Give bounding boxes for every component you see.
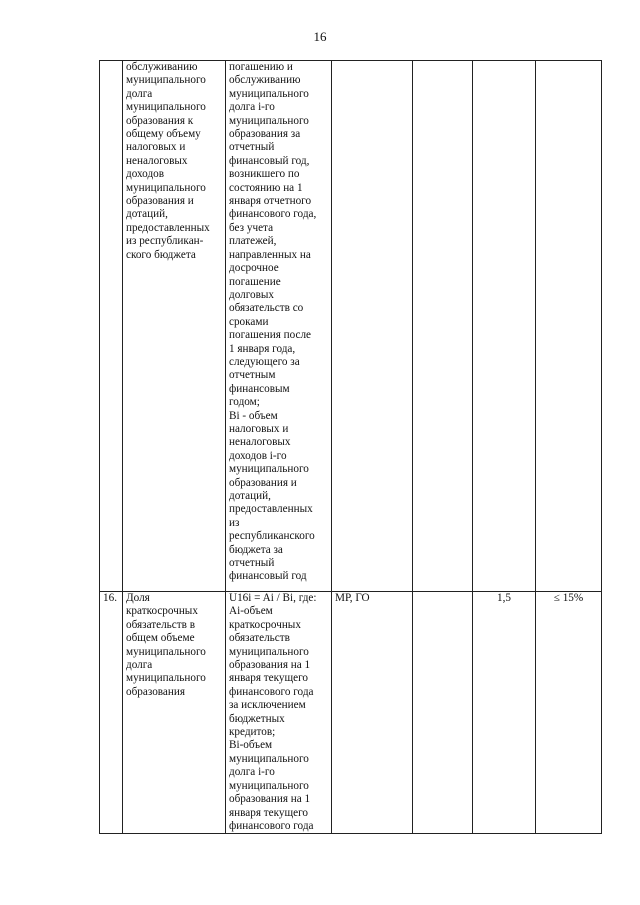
cell-indicator-name xyxy=(123,61,226,592)
text-line: января текущего xyxy=(229,806,308,819)
text-line: муниципального xyxy=(229,645,309,658)
cell-level: МР, ГО xyxy=(332,592,413,834)
text-line: налоговых и xyxy=(229,422,289,435)
cell-value xyxy=(536,61,602,592)
cell-formula xyxy=(226,592,332,834)
text-line: бюджета за xyxy=(229,543,283,556)
text-line: образования на 1 xyxy=(229,793,311,806)
text-line: долга i-го xyxy=(229,101,275,114)
text-line: досрочное xyxy=(229,262,279,275)
text-line: U16i = Ai / Bi, где: xyxy=(229,592,317,604)
text-line: муниципального xyxy=(229,114,309,127)
text-line: отчетный xyxy=(229,557,275,570)
cell-weight xyxy=(473,61,536,592)
table-row-16 xyxy=(100,592,602,834)
text-line: долга i-го xyxy=(229,766,275,779)
text-line: образования к xyxy=(126,114,194,127)
text-line: без учета xyxy=(229,221,274,234)
text-line: образования за xyxy=(229,128,301,141)
text-line: долга xyxy=(126,87,153,100)
text-line: финансового года xyxy=(229,819,314,832)
text-line: сроками xyxy=(229,315,269,328)
table-row-continued xyxy=(100,61,602,592)
text-line: общем объеме xyxy=(126,632,195,645)
text-line: муниципального xyxy=(229,779,309,792)
text-line: долговых xyxy=(229,288,275,301)
text-line: обслуживанию xyxy=(229,74,301,87)
indicator-table xyxy=(99,60,602,834)
text-line: доходов i-го xyxy=(229,449,287,462)
text-line: годом; xyxy=(229,396,260,409)
text-line: образования и xyxy=(229,476,297,489)
text-line: платежей, xyxy=(229,235,277,248)
text-line: доходов xyxy=(126,168,165,181)
text-line: муниципального xyxy=(126,101,206,114)
text-line: из республикан- xyxy=(126,235,204,248)
text-line: муниципального xyxy=(126,672,206,685)
cell-number: 16. xyxy=(100,592,123,834)
cell-empty xyxy=(413,61,473,592)
text-line: дотаций, xyxy=(229,490,271,502)
text-line: муниципального xyxy=(229,87,309,100)
text-line: погашения после xyxy=(229,329,312,342)
text-line: направленных на xyxy=(229,248,311,261)
cell-level xyxy=(332,61,413,592)
cell-empty xyxy=(413,592,473,834)
text-line: следующего за xyxy=(229,355,300,368)
text-line: Ai-объем xyxy=(229,605,273,618)
text-line: отчетный xyxy=(229,141,275,154)
text-line: Доля xyxy=(126,592,150,604)
text-line: неналоговых xyxy=(229,436,291,449)
text-line: финансовый год, xyxy=(229,154,310,167)
text-line: муниципального xyxy=(229,463,309,476)
text-line: Bi - объем xyxy=(229,409,278,422)
text-line: финансовым xyxy=(229,382,290,395)
text-line: краткосрочных xyxy=(126,605,198,618)
text-line: республиканского xyxy=(229,530,315,543)
text-line: муниципального xyxy=(126,181,206,194)
text-line: дотаций, xyxy=(126,208,168,221)
text-line: предоставленных xyxy=(229,503,313,516)
text-line: неналоговых xyxy=(126,154,188,167)
text-line: обязательств в xyxy=(126,618,196,631)
text-line: Bi-объем xyxy=(229,739,273,752)
text-line: финансового года, xyxy=(229,208,317,221)
page-number: 16 xyxy=(313,29,327,44)
cell-indicator-name xyxy=(123,592,226,834)
cell-value: ≤ 15% xyxy=(536,592,602,834)
text-line: муниципального xyxy=(126,645,206,658)
text-line: образования на 1 xyxy=(229,659,311,672)
text-line: муниципального xyxy=(126,74,206,87)
text-line: погашение xyxy=(229,275,281,288)
text-line: образования xyxy=(126,685,186,698)
text-line: обязательств xyxy=(229,632,290,645)
text-line: предоставленных xyxy=(126,221,210,234)
text-line: из xyxy=(229,516,240,529)
cell-number xyxy=(100,61,123,592)
text-line: обязательств со xyxy=(229,302,304,315)
text-line: образования и xyxy=(126,195,194,208)
text-line: отчетным xyxy=(229,369,276,382)
text-line: обслуживанию xyxy=(126,61,198,73)
cell-weight: 1,5 xyxy=(473,592,536,834)
text-line: финансовый год xyxy=(229,570,307,583)
text-line: погашению и xyxy=(229,61,293,73)
text-line: долга xyxy=(126,659,153,672)
text-line: бюджетных xyxy=(229,712,285,725)
text-line: краткосрочных xyxy=(229,618,301,631)
text-line: за исключением xyxy=(229,699,306,712)
text-line: января текущего xyxy=(229,672,308,685)
text-line: 1 января года, xyxy=(229,342,296,355)
text-line: ского бюджета xyxy=(126,248,196,261)
text-line: муниципального xyxy=(229,752,309,765)
text-line: кредитов; xyxy=(229,726,276,739)
text-line: возникшего по xyxy=(229,168,300,181)
text-line: общему объему xyxy=(126,128,201,141)
text-line: состоянию на 1 xyxy=(229,181,303,194)
text-line: финансового года xyxy=(229,685,314,698)
text-line: января отчетного xyxy=(229,195,312,208)
text-line: налоговых и xyxy=(126,141,186,154)
cell-formula xyxy=(226,61,332,592)
